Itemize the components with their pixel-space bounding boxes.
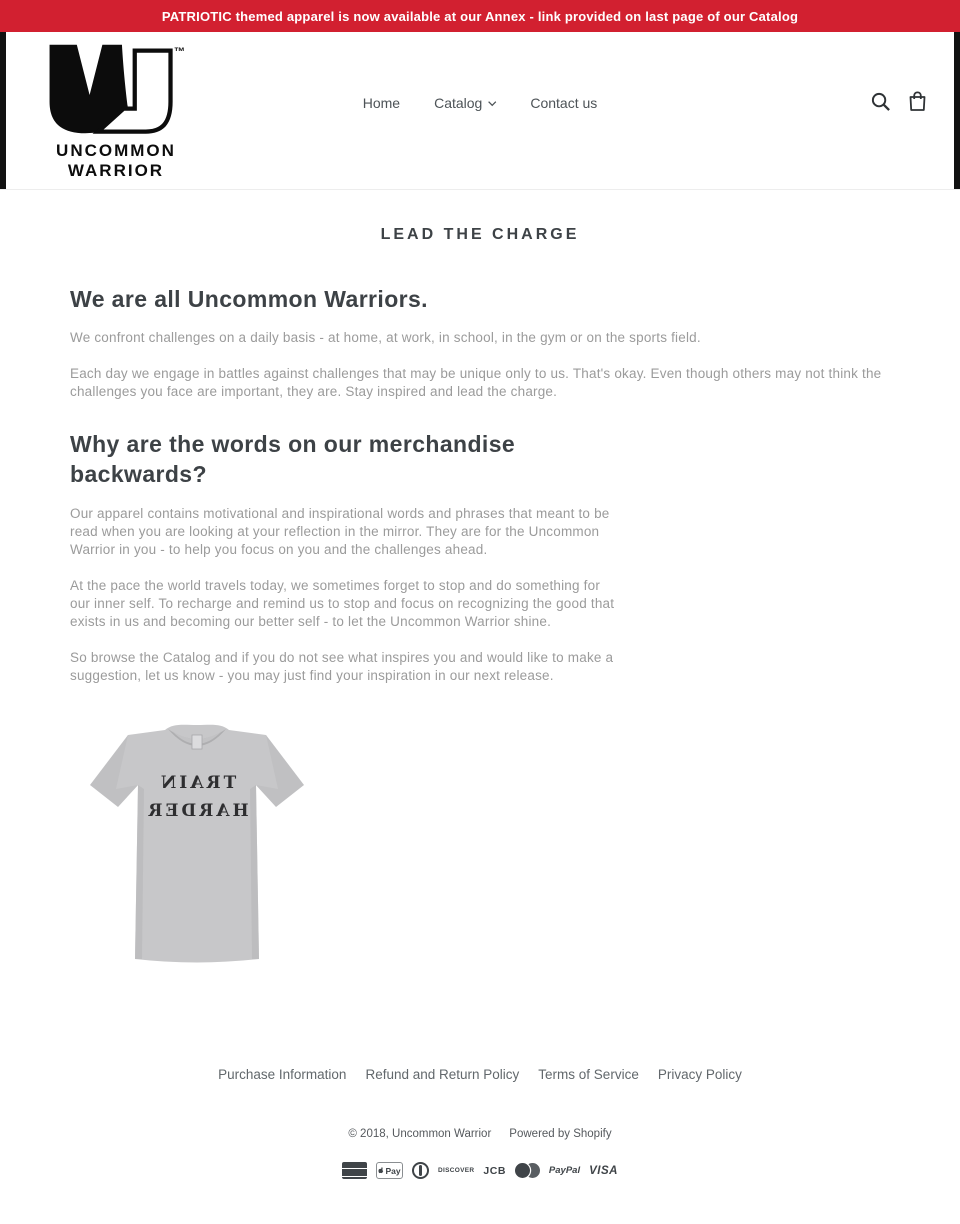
site-footer: [0, 971, 960, 1224]
heading-why-backwards: Why are the words on our merchandise backwards?: [70, 431, 516, 487]
discover-icon: DISCOVER: [438, 1167, 475, 1174]
powered-by-shopify-link[interactable]: Powered by Shopify: [509, 1128, 612, 1140]
site-header: [0, 32, 960, 190]
diners-club-icon: [412, 1162, 429, 1179]
header-edge-left: [0, 32, 6, 189]
brand-name-line1: UNCOMMON: [56, 141, 176, 160]
heading-we-are-all: We are all Uncommon Warriors.: [70, 286, 428, 312]
main-content: [0, 190, 960, 971]
cart-bag-icon: [908, 91, 927, 112]
nav-item-catalog-label: Catalog: [434, 95, 483, 111]
tshirt-print-line1: TRAIN: [157, 773, 237, 793]
paragraph-5: So browse the Catalog and if you do not see what inspires you and would like to make a suggestion, let us know - you may just find your inspiration in our next release.: [70, 650, 614, 683]
paragraph-4: At the pace the world travels today, we sometimes forget to stop and do something for our inner self. To recharge and remind us to stop and focus on recognizing the good that exists in us and becoming our better self - to let the Uncommon Warrior shine.: [70, 578, 615, 629]
header-edge-right: [954, 32, 960, 189]
payment-methods: [0, 1162, 960, 1224]
paypal-icon: PayPal: [548, 1165, 581, 1176]
footer-links: [0, 1066, 960, 1084]
rich-text-content: [70, 244, 890, 971]
apple-pay-icon: [376, 1162, 403, 1179]
amex-icon: [342, 1162, 367, 1179]
tshirt-product-image: [76, 719, 318, 971]
mastercard-icon: [515, 1163, 540, 1178]
search-button[interactable]: [870, 91, 891, 112]
tshirt-print-line2: HARDER: [145, 801, 249, 821]
nav-item-contact-us[interactable]: Contact us: [530, 95, 598, 111]
main-nav: [363, 95, 598, 111]
apple-logo-icon: [378, 1167, 384, 1174]
header-icons: [870, 91, 927, 112]
nav-item-home[interactable]: Home: [362, 95, 401, 111]
paragraph-3: Our apparel contains motivational and inspirational words and phrases that meant to be read when you are looking at your reflection in the mirror. They are for the Uncommon Warrior in you - to help you focus on you and the challenges ahead.: [70, 506, 610, 557]
paragraph-2: Each day we engage in battles against challenges that may be unique only to us. That's okay. Even though others may not think the challenges you face are important, they are. Stay inspired and lead the charge.: [70, 366, 882, 399]
footer-link-privacy-policy[interactable]: Privacy Policy: [657, 1067, 742, 1082]
trademark-symbol: ™: [173, 45, 185, 58]
search-icon: [870, 91, 891, 112]
uw-monogram-icon: [47, 40, 185, 138]
apple-pay-label: Pay: [385, 1165, 401, 1176]
paragraph-1: We confront challenges on a daily basis - at home, at work, in school, in the gym or on the sports field.: [70, 330, 701, 345]
brand-name-line2: WARRIOR: [67, 161, 165, 180]
chevron-down-icon: [487, 99, 496, 108]
page-title: LEAD THE CHARGE: [380, 226, 580, 243]
jcb-icon: JCB: [483, 1164, 506, 1177]
logo[interactable]: [45, 40, 187, 181]
copyright-row: [0, 1128, 960, 1140]
footer-link-refund-policy[interactable]: Refund and Return Policy: [365, 1067, 520, 1082]
footer-link-purchase-information[interactable]: Purchase Information: [218, 1067, 347, 1082]
announcement-bar[interactable]: PATRIOTIC themed apparel is now available at our Annex - link provided on last page of our Catalog: [0, 0, 960, 32]
copyright-text: © 2018, Uncommon Warrior: [348, 1128, 492, 1140]
cart-button[interactable]: [908, 91, 927, 112]
footer-link-terms-of-service[interactable]: Terms of Service: [538, 1067, 639, 1082]
nav-item-catalog[interactable]: [434, 95, 496, 111]
visa-icon: VISA: [589, 1164, 618, 1177]
